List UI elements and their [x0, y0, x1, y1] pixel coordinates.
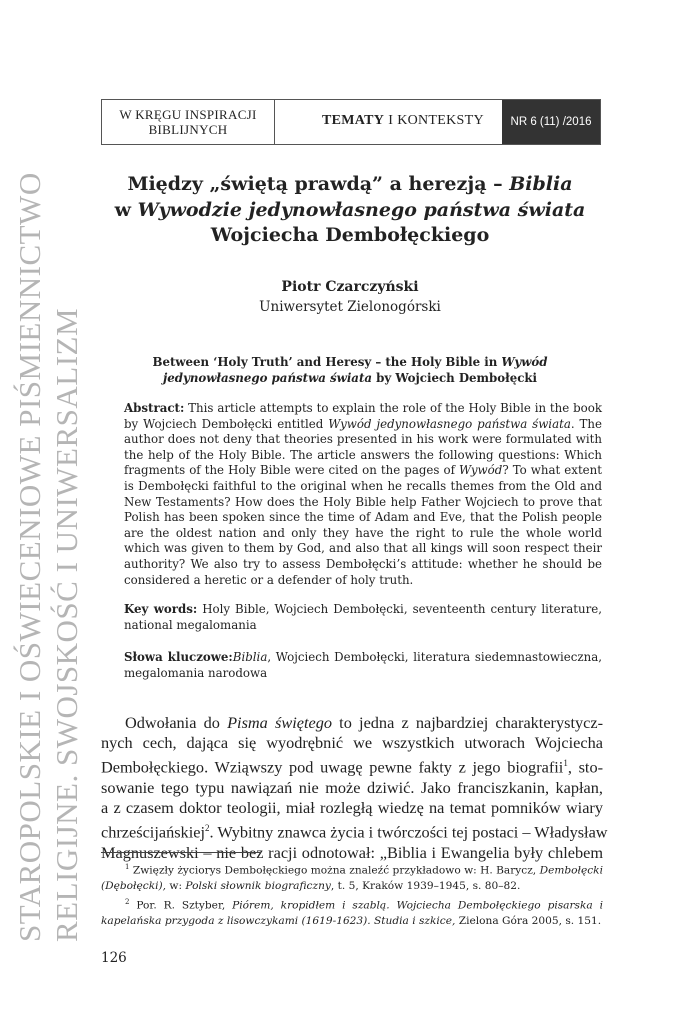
body-line-3: [101, 753, 603, 778]
title-part-1b: Biblia: [509, 173, 573, 195]
body-line-6a: chrześcijańskiej: [101, 822, 205, 842]
abstract-italic-2: Wywód: [459, 463, 503, 478]
body-line-6: [101, 818, 608, 843]
fn2-italic-1: Piórem, kropidłem i szablą. Wojciecha Dembołęckiego pisarska i kapelańska przygoda z lisowczykami (1619-1623). Studia i szkice,: [101, 899, 604, 927]
en-title-b: Wywód jedynowłasnego państwa świata: [162, 355, 548, 385]
fn2-text-a: Por. R. Sztyber,: [129, 899, 233, 912]
body-line-1: [101, 713, 603, 733]
fn1-text-c: , t. 5, Kraków 1939–1945, s. 80–82.: [330, 880, 521, 893]
body-line-3b: , sto-: [567, 757, 604, 777]
body-line-4: sowanie tego typu nawiązań nie może dziwić. Jako franciszkanin, kapłan,: [101, 778, 603, 798]
slowa-kluczowe: [124, 650, 602, 681]
series-line-2: BIBLIJNYCH: [148, 122, 228, 137]
fn2-text-b: Zielona Góra 2005, s. 151.: [455, 914, 602, 927]
body-line-1-italic: Pisma świętego: [227, 713, 332, 732]
body-line-6b: . Wybitny znawca życia i twórczości tej postaci – Władysław: [209, 822, 608, 842]
author-name: Piotr Czarczyński: [281, 279, 419, 295]
body-line-3a: Dembołęckiego. Wziąwszy pod uwagę pewne fakty z jego biografii: [101, 757, 564, 777]
fn1-italic-2: Polski słownik biograficzny: [185, 880, 331, 893]
fn1-italic-1: Dembołęcki (Dębołęcki),: [101, 864, 603, 893]
author-affiliation: Uniwersytet Zielonogórski: [259, 299, 441, 315]
en-title-c: by Wojciech Dembołęcki: [372, 371, 538, 385]
en-title-a: Between ‘Holy Truth’ and Heresy – the Holy Bible in: [152, 355, 502, 369]
fn1-text-a: Zwięzły życiorys Dembołęckiego można znaleźć przykładowo w: H. Barycz,: [129, 864, 540, 877]
title-part-3: Wojciecha Dembołęckiego: [210, 224, 490, 246]
issue-badge: NR 6 (11) /2016: [502, 100, 600, 144]
footnote-ref-2[interactable]: 2: [204, 823, 210, 834]
journal-tematy: TEMATY: [322, 113, 385, 128]
keywords: [124, 602, 602, 633]
body-line-7: Magnuszewski – nie bez racji odnotował: „Biblia i Ewangelia były chlebem: [101, 843, 603, 863]
body-line-1a: Odwołania do: [125, 713, 228, 732]
slowa-label: Słowa kluczowe:: [124, 650, 233, 664]
body-line-1b: to jedna z najbardziej charakterystycz-: [331, 713, 603, 732]
abstract-text-2: . The author does not deny that theories presented in his work were formulated with the help of the Holy Bible. The article answers the following questions: Which fragments of the Holy Bible were cited on the pages of: [124, 416, 602, 478]
abstract: [124, 401, 602, 588]
footnote-2: [101, 895, 603, 930]
footnote-2-number: 2: [125, 897, 130, 906]
slowa-italic: Biblia: [232, 650, 268, 664]
series-line-1: W KRĘGU INSPIRACJI: [119, 107, 257, 122]
title-part-2b: Wywodzie jedynowłasnego państwa świata: [137, 198, 586, 221]
side-title-line-2: RELIGIJNE. SWOJSKOŚĆ I UNIWERSALIZM: [49, 307, 84, 942]
abstract-text-1: This article attempts to explain the role of the Holy Bible in the book by Wojciech Dembołęcki entitled: [124, 401, 602, 431]
footnote-divider: [101, 852, 261, 853]
keywords-label: Key words:: [124, 602, 198, 616]
keywords-text: Holy Bible, Wojciech Dembołęcki, seventeenth century literature, national megalomania: [124, 602, 602, 632]
abstract-label: Abstract:: [124, 401, 185, 415]
title-part-1a: Między „świętą prawdą” a herezją –: [127, 173, 510, 195]
journal-name: [322, 113, 484, 129]
article-title: [100, 172, 600, 249]
journal-header: [101, 99, 601, 145]
series-label: [102, 100, 275, 144]
journal-separator: I: [388, 113, 394, 128]
english-title: [120, 354, 580, 386]
footnote-ref-1[interactable]: 1: [563, 758, 568, 769]
page-number: 126: [101, 950, 127, 966]
abstract-italic-1: Wywód jedynowłasnego państwa świata: [328, 416, 571, 431]
body-paragraph: [101, 713, 608, 863]
footnotes: [101, 860, 603, 929]
side-title-line-1: STAROPOLSKIE I OŚWIECENIOWE PIŚMIENNICTWO: [12, 172, 47, 942]
body-line-2: nych cech, dająca się wyodrębnić we wszystkich utworach Wojciecha: [101, 733, 603, 753]
footnote-1-number: 1: [125, 863, 130, 871]
body-line-5: a z czasem doktor teologii, miał rozległą wiedzę na temat pomników wiary: [101, 798, 603, 818]
journal-konteksty: KONTEKSTY: [397, 113, 484, 128]
fn1-text-b: w:: [166, 880, 186, 893]
slowa-text: , Wojciech Dembołęcki, literatura siedemnastowieczna, megalomania narodowa: [124, 650, 602, 680]
footnote-1: [101, 860, 603, 895]
abstract-text-3: ? To what extent is Dembołęcki faithful to the original when he recalls themes from the Old and New Testaments? How does the Holy Bible help Father Wojciech to prove that Polish has been spoken since the time of Adam and Eve, that the Polish people are the oldest nation and only they have the right to rule the whole world which was given to them by God, and also that all kings will soon respect their authority? We also try to assess Dembołęcki’s attitude: whether he should be considered a heretic or a defender of holy truth.: [124, 463, 603, 587]
title-part-2a: w: [114, 198, 138, 221]
